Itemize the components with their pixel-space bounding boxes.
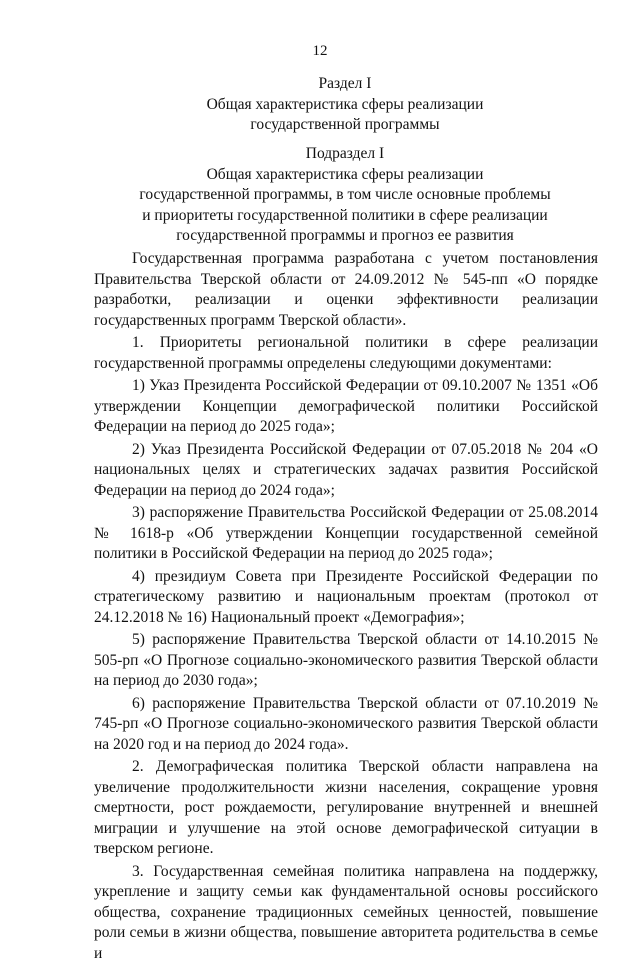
document-list-item: 3) распоряжение Правительства Российской Федерации от 25.08.2014 № 1618-р «Об утверждении Концепции государственной семейной политики в Российской Федерации на период до 2025 года»; <box>94 504 598 562</box>
section-label: Раздел I <box>318 75 372 92</box>
page-number: 12 <box>312 43 328 59</box>
document-list-item: 6) распоряжение Правительства Тверской области от 07.10.2019 № 745-рп «О Прогнозе социально-экономического развития Тверской области на 2020 год и на период до 2024 года». <box>94 694 598 753</box>
family-policy-paragraph: 3. Государственная семейная политика направлена на поддержку, укрепление и защиту семьи как фундаментальной основы российского общества, сохранение традиционных семейных ценностей, повышение роли семьи в жизни общества, повышение авторитета родительства в семье и <box>94 862 598 962</box>
subsection-title-line: государственной программы и прогноз ее развития <box>176 227 514 244</box>
subsection-heading <box>90 144 600 247</box>
subsection-label: Подраздел I <box>305 145 385 162</box>
section-heading <box>90 74 600 136</box>
intro-paragraph: Государственная программа разработана с учетом постановления Правительства Тверской области от 24.09.2012 № 545-пп «О порядке разработки, реализации и оценки эффективности реализации государственных программ Тверской области». <box>94 250 598 329</box>
section-title-line: Общая характеристика сферы реализации <box>206 95 484 113</box>
subsection-title-line: государственной программы, в том числе основные проблемы <box>139 186 551 203</box>
body-text <box>94 249 598 966</box>
subsection-title-line: Общая характеристика сферы реализации <box>206 165 484 183</box>
document-list-item: 5) распоряжение Правительства Тверской области от 14.10.2015 № 505-рп «О Прогнозе социально-экономического развития Тверской области на период до 2030 года»; <box>94 631 598 689</box>
document-list-item: 2) Указ Президента Российской Федерации от 07.05.2018 № 204 «О национальных целях и стратегических задачах развития Российской Федерации на период до 2024 года»; <box>94 440 598 499</box>
section-title-line: государственной программы <box>250 116 440 133</box>
document-list-item: 1) Указ Президента Российской Федерации от 09.10.2007 № 1351 «Об утверждении Концепции демографической политики Российской Федерации на период до 2025 года»; <box>94 377 598 435</box>
priorities-paragraph: 1. Приоритеты региональной политики в сфере реализации государственной программы определены следующими документами: <box>94 334 598 372</box>
subsection-title-line: и приоритеты государственной политики в сфере реализации <box>142 206 548 224</box>
document-list-item: 4) президиум Совета при Президенте Российской Федерации по стратегическому развитию и национальным проектам (протокол от 24.12.2018 № 16) Национальный проект «Демография»; <box>94 567 598 626</box>
demographic-policy-paragraph: 2. Демографическая политика Тверской области направлена на увеличение продолжительности жизни населения, сокращение уровня смертности, рост рождаемости, регулирование внутренней и внешней миграции и улучшение на этой основе демографической ситуации в тверском регионе. <box>94 758 598 857</box>
